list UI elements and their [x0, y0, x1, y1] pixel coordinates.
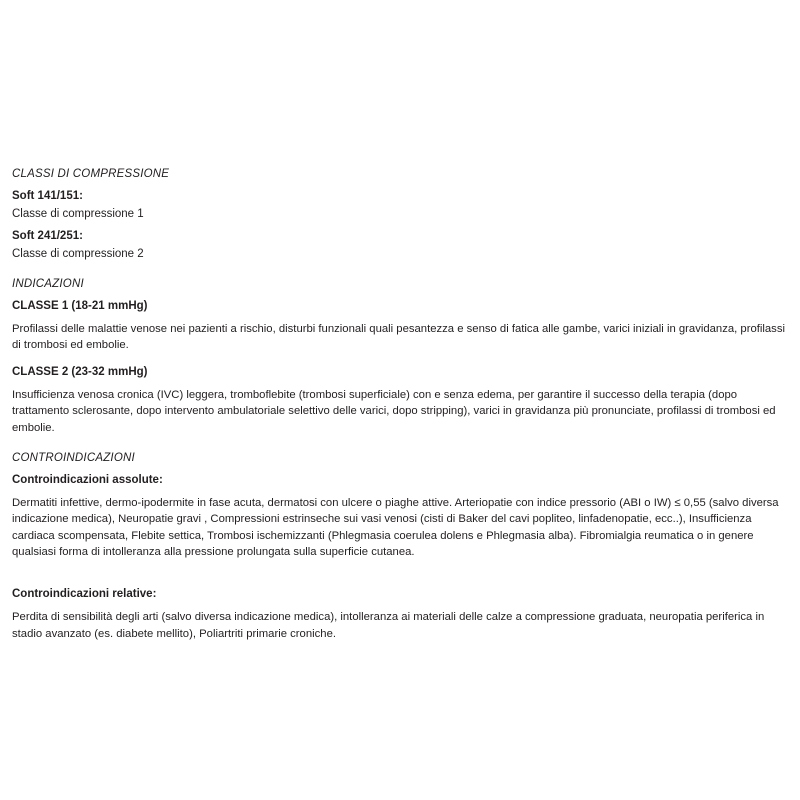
- indicazioni-item-0-text: Profilassi delle malattie venose nei pazienti a rischio, disturbi funzionali quali pesantezza e senso di fatica alle gambe, varici iniziali in gravidanza, profilassi di trombosi ed embolie.: [12, 323, 785, 352]
- controindicazioni-relative-text: Perdita di sensibilità degli arti (salvo diversa indicazione medica), intolleranza ai materiali delle calze a compressione graduata, neuropatia periferica in stadio avanzato (es. diabete mellito), Poliartriti primarie croniche.: [12, 611, 765, 640]
- indicazioni-item-1-label: CLASSE 2 (23-32 mmHg): [12, 365, 148, 378]
- section-indicazioni: [12, 278, 786, 436]
- section-spacer: [12, 572, 786, 588]
- controindicazioni-relative-label: Controindicazioni relative:: [12, 588, 157, 601]
- section-classi-di-compressione: [12, 168, 786, 260]
- indicazioni-item-0-label: CLASSE 1 (18-21 mmHg): [12, 300, 148, 312]
- section-controindicazioni: [12, 452, 786, 642]
- section-heading-indicazioni: INDICAZIONI: [12, 278, 84, 290]
- classi-item-1-label: Soft 241/251:: [12, 230, 83, 242]
- classi-item-0-text: Classe di compressione 1: [12, 208, 144, 220]
- section-heading-controindicazioni: CONTROINDICAZIONI: [12, 451, 135, 464]
- section-heading-classi: CLASSI DI COMPRESSIONE: [12, 168, 170, 180]
- controindicazioni-assolute-text: Dermatiti infettive, dermo-ipodermite in fase acuta, dermatosi con ulcere o piaghe attive. Arteriopatie con indice pressorio (ABI o IW) ≤ 0,55 (salvo diversa indicazione medica), Neuropatie gravi , Compressioni estrinseche sui vasi venosi (cisti di Baker del cavi popliteo, linfadenopatie, ecc..), Insufficienza cardiaca scompensata, Flebite settica, Trombosi ischemizzanti (Phlegmasia coerulea dolens e Phlegmasia alba). Fibromialgia reumatica o in genere qualsiasi forma di intolleranza alla pressione prolungata sulla superficie cutanea.: [12, 496, 779, 558]
- classi-item-0-label: Soft 141/151:: [12, 190, 83, 202]
- indicazioni-item-1-text: Insufficienza venosa cronica (IVC) leggera, tromboflebite (trombosi superficiale) con e senza edema, per garantire il successo della terapia (dopo trattamento sclerosante, dopo intervento ambulatoriale selettivo delle varici, dopo stripping), varici in gravidanza più pronunciate, profilassi di trombosi ed embolie.: [12, 388, 776, 434]
- classi-item-1-text: Classe di compressione 2: [12, 248, 144, 260]
- controindicazioni-assolute-label: Controindicazioni assolute:: [12, 473, 163, 486]
